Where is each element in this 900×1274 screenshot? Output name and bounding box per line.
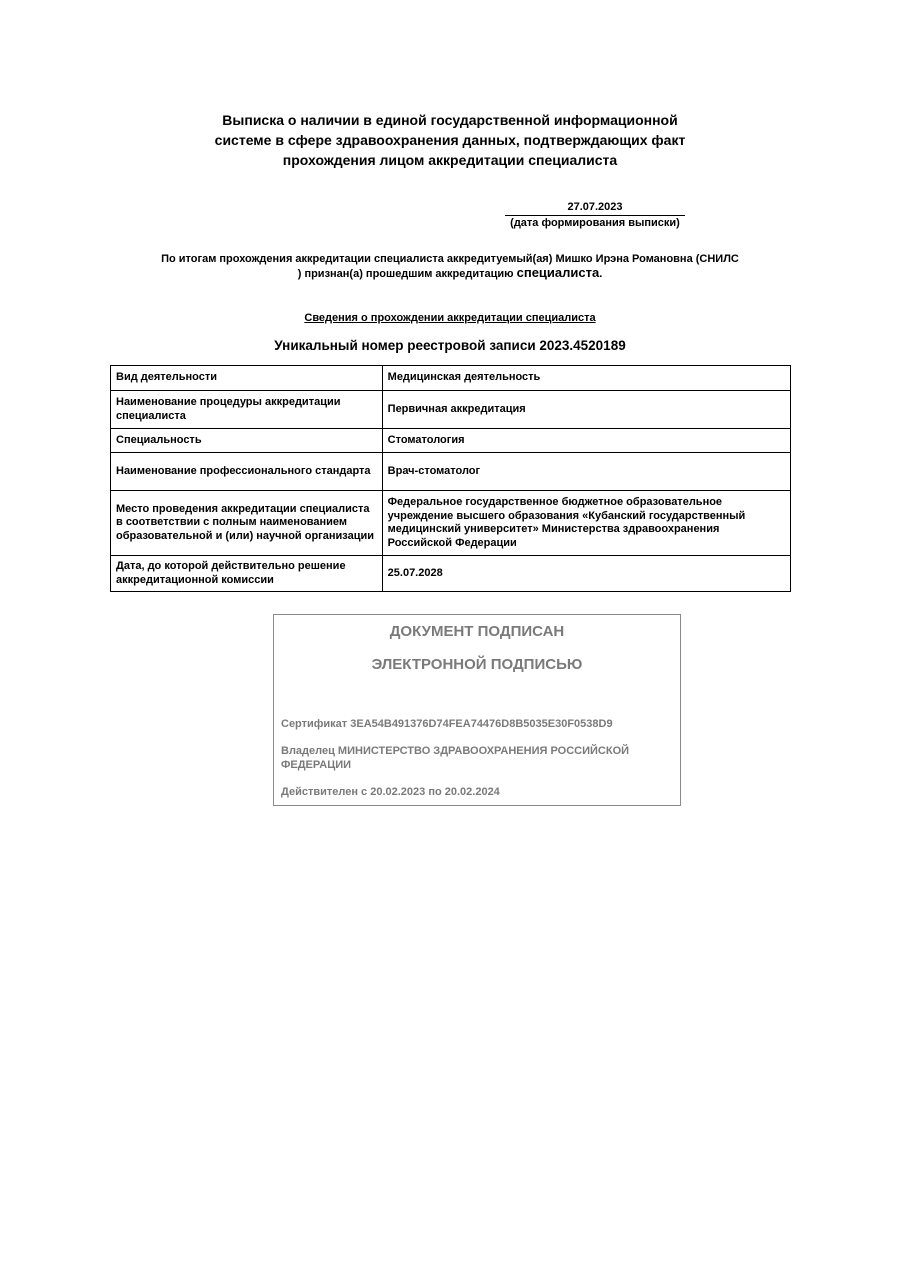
table-row bbox=[111, 556, 791, 592]
table-row bbox=[111, 429, 791, 453]
row-label: Место проведения аккредитации специалиста в соответствии с полным наименованием образовательной и (или) научной организации bbox=[111, 491, 383, 556]
row-label: Наименование профессионального стандарта bbox=[111, 453, 383, 491]
row-label: Специальность bbox=[111, 429, 383, 453]
registry-number: Уникальный номер реестровой записи 2023.4520189 bbox=[274, 338, 626, 353]
result-line-2-emphasis: специалиста bbox=[516, 265, 600, 280]
table-row bbox=[111, 491, 791, 556]
row-value: 25.07.2028 bbox=[382, 556, 790, 592]
table-row bbox=[111, 366, 791, 391]
result-line-2 bbox=[110, 266, 790, 281]
row-value: Медицинская деятельность bbox=[382, 366, 790, 391]
result-line-2-prefix: ) признан(а) прошедшим аккредитацию bbox=[297, 268, 514, 280]
row-label: Наименование процедуры аккредитации специалиста bbox=[111, 391, 383, 429]
row-value: Первичная аккредитация bbox=[382, 391, 790, 429]
document-title bbox=[150, 110, 750, 170]
issue-date-block bbox=[505, 200, 685, 231]
section-heading: Сведения о прохождении аккредитации специалиста bbox=[304, 312, 596, 324]
electronic-signature-stamp bbox=[273, 614, 681, 806]
title-line-3: прохождения лицом аккредитации специалиста bbox=[282, 152, 618, 168]
table-row bbox=[111, 453, 791, 491]
stamp-validity: Действителен с 20.02.2023 по 20.02.2024 bbox=[281, 786, 500, 798]
row-value: Стоматология bbox=[382, 429, 790, 453]
stamp-title-line-1: ДОКУМЕНТ ПОДПИСАН bbox=[389, 623, 565, 640]
title-line-2: системе в сфере здравоохранения данных, подтверждающих факт bbox=[214, 132, 686, 148]
accreditation-result bbox=[110, 252, 790, 281]
result-line-2-suffix: . bbox=[599, 268, 603, 280]
table-row bbox=[111, 391, 791, 429]
accreditation-table bbox=[110, 365, 791, 592]
stamp-owner: Владелец МИНИСТЕРСТВО ЗДРАВООХРАНЕНИЯ РОССИЙСКОЙ ФЕДЕРАЦИИ bbox=[281, 745, 630, 771]
stamp-title-line-2: ЭЛЕКТРОННОЙ ПОДПИСЬЮ bbox=[371, 656, 583, 673]
issue-date-caption: (дата формирования выписки) bbox=[510, 217, 680, 229]
row-value: Врач-стоматолог bbox=[382, 453, 790, 491]
row-label: Вид деятельности bbox=[111, 366, 383, 391]
issue-date: 27.07.2023 bbox=[505, 200, 685, 216]
title-line-1: Выписка о наличии в единой государственной информационной bbox=[222, 112, 678, 128]
row-label: Дата, до которой действительно решение аккредитационной комиссии bbox=[111, 556, 383, 592]
row-value: Федеральное государственное бюджетное образовательное учреждение высшего образования «Кубанский государственный медицинский университет» Министерства здравоохранения Российской Федерации bbox=[382, 491, 790, 556]
stamp-certificate: Сертификат 3EA54B491376D74FEA74476D8B5035E30F0538D9 bbox=[281, 718, 613, 730]
result-line-1: По итогам прохождения аккредитации специалиста аккредитуемый(ая) Мишко Ирэна Романовна (СНИЛС bbox=[161, 253, 739, 265]
